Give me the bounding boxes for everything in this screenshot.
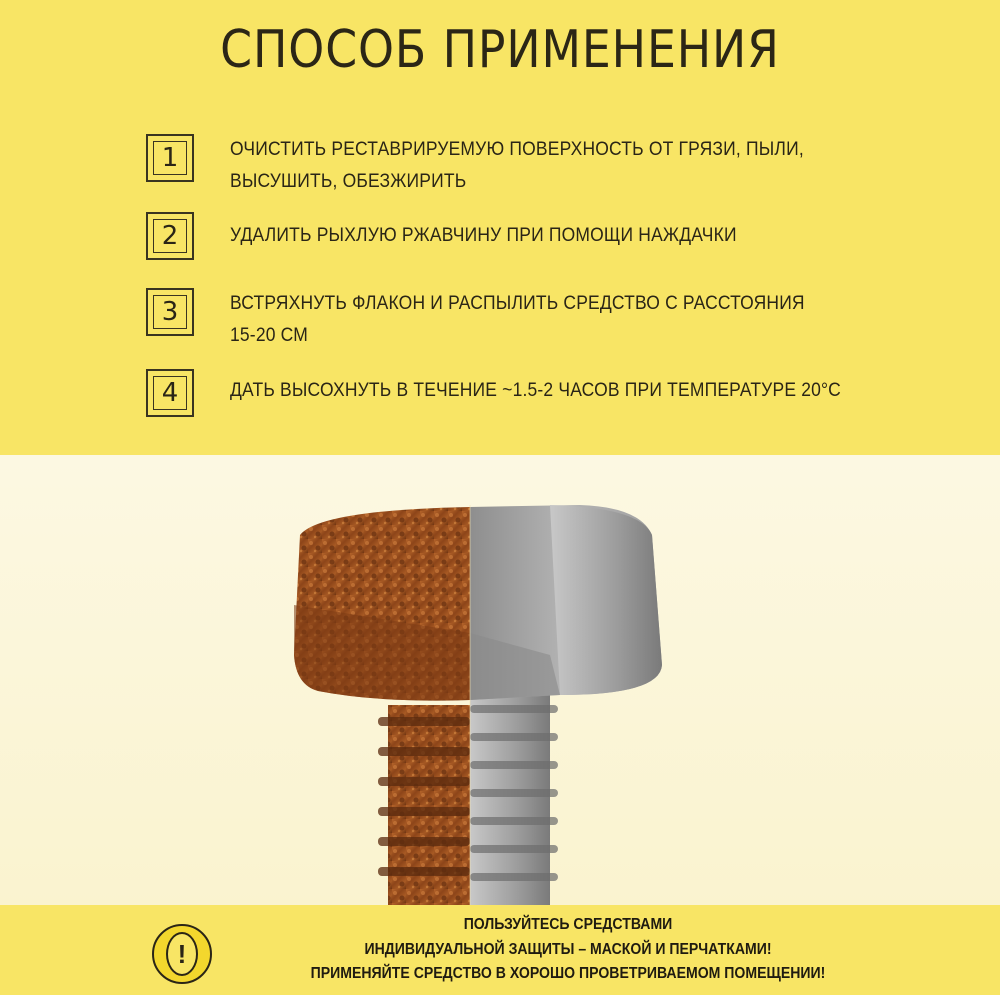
rusty-thread — [378, 705, 470, 905]
warning-line-2: ИНДИВИДУАЛЬНОЙ ЗАЩИТЫ – МАСКОЙ И ПЕРЧАТКАМИ! — [364, 940, 772, 958]
step-number: 1 — [153, 141, 187, 175]
warning-line-3: ПРИМЕНЯЙТЕ СРЕДСТВО В ХОРОШО ПРОВЕТРИВАЕМОМ ПОМЕЩЕНИИ! — [310, 965, 826, 982]
step-2 — [146, 212, 966, 272]
step-number-badge — [146, 288, 194, 336]
safety-warning — [269, 913, 867, 987]
step-text: ДАТЬ ВЫСОХНУТЬ В ТЕЧЕНИЕ ~1.5-2 ЧАСОВ ПРИ ТЕМПЕРАТУРЕ 20°C — [230, 380, 841, 401]
exclamation-mark: ! — [166, 932, 198, 976]
step-1 — [146, 134, 966, 194]
step-number-badge — [146, 369, 194, 417]
rusty-head — [294, 507, 470, 701]
clean-head — [470, 505, 662, 700]
bolt-before-after-image — [0, 455, 1000, 905]
step-text: ВСТРЯХНУТЬ ФЛАКОН И РАСПЫЛИТЬ СРЕДСТВО С РАССТОЯНИЯ 15-20 СМ — [230, 293, 805, 346]
step-number: 4 — [153, 376, 187, 410]
step-3 — [146, 288, 966, 348]
bolt-illustration — [0, 455, 1000, 905]
warning-line-1: ПОЛЬЗУЙТЕСЬ СРЕДСТВАМИ — [463, 916, 673, 933]
step-number-badge — [146, 134, 194, 182]
step-text: УДАЛИТЬ РЫХЛУЮ РЖАВЧИНУ ПРИ ПОМОЩИ НАЖДАЧКИ — [230, 225, 737, 246]
step-4 — [146, 369, 966, 429]
exclamation-icon — [152, 924, 212, 984]
step-number: 3 — [153, 295, 187, 329]
clean-thread — [470, 685, 558, 905]
step-number-badge — [146, 212, 194, 260]
instructions-panel — [0, 0, 1000, 455]
step-number: 2 — [153, 219, 187, 253]
step-text: ОЧИСТИТЬ РЕСТАВРИРУЕМУЮ ПОВЕРХНОСТЬ ОТ ГРЯЗИ, ПЫЛИ, ВЫСУШИТЬ, ОБЕЗЖИРИТЬ — [230, 139, 804, 192]
page-title: СПОСОБ ПРИМЕНЕНИЯ — [220, 20, 780, 80]
